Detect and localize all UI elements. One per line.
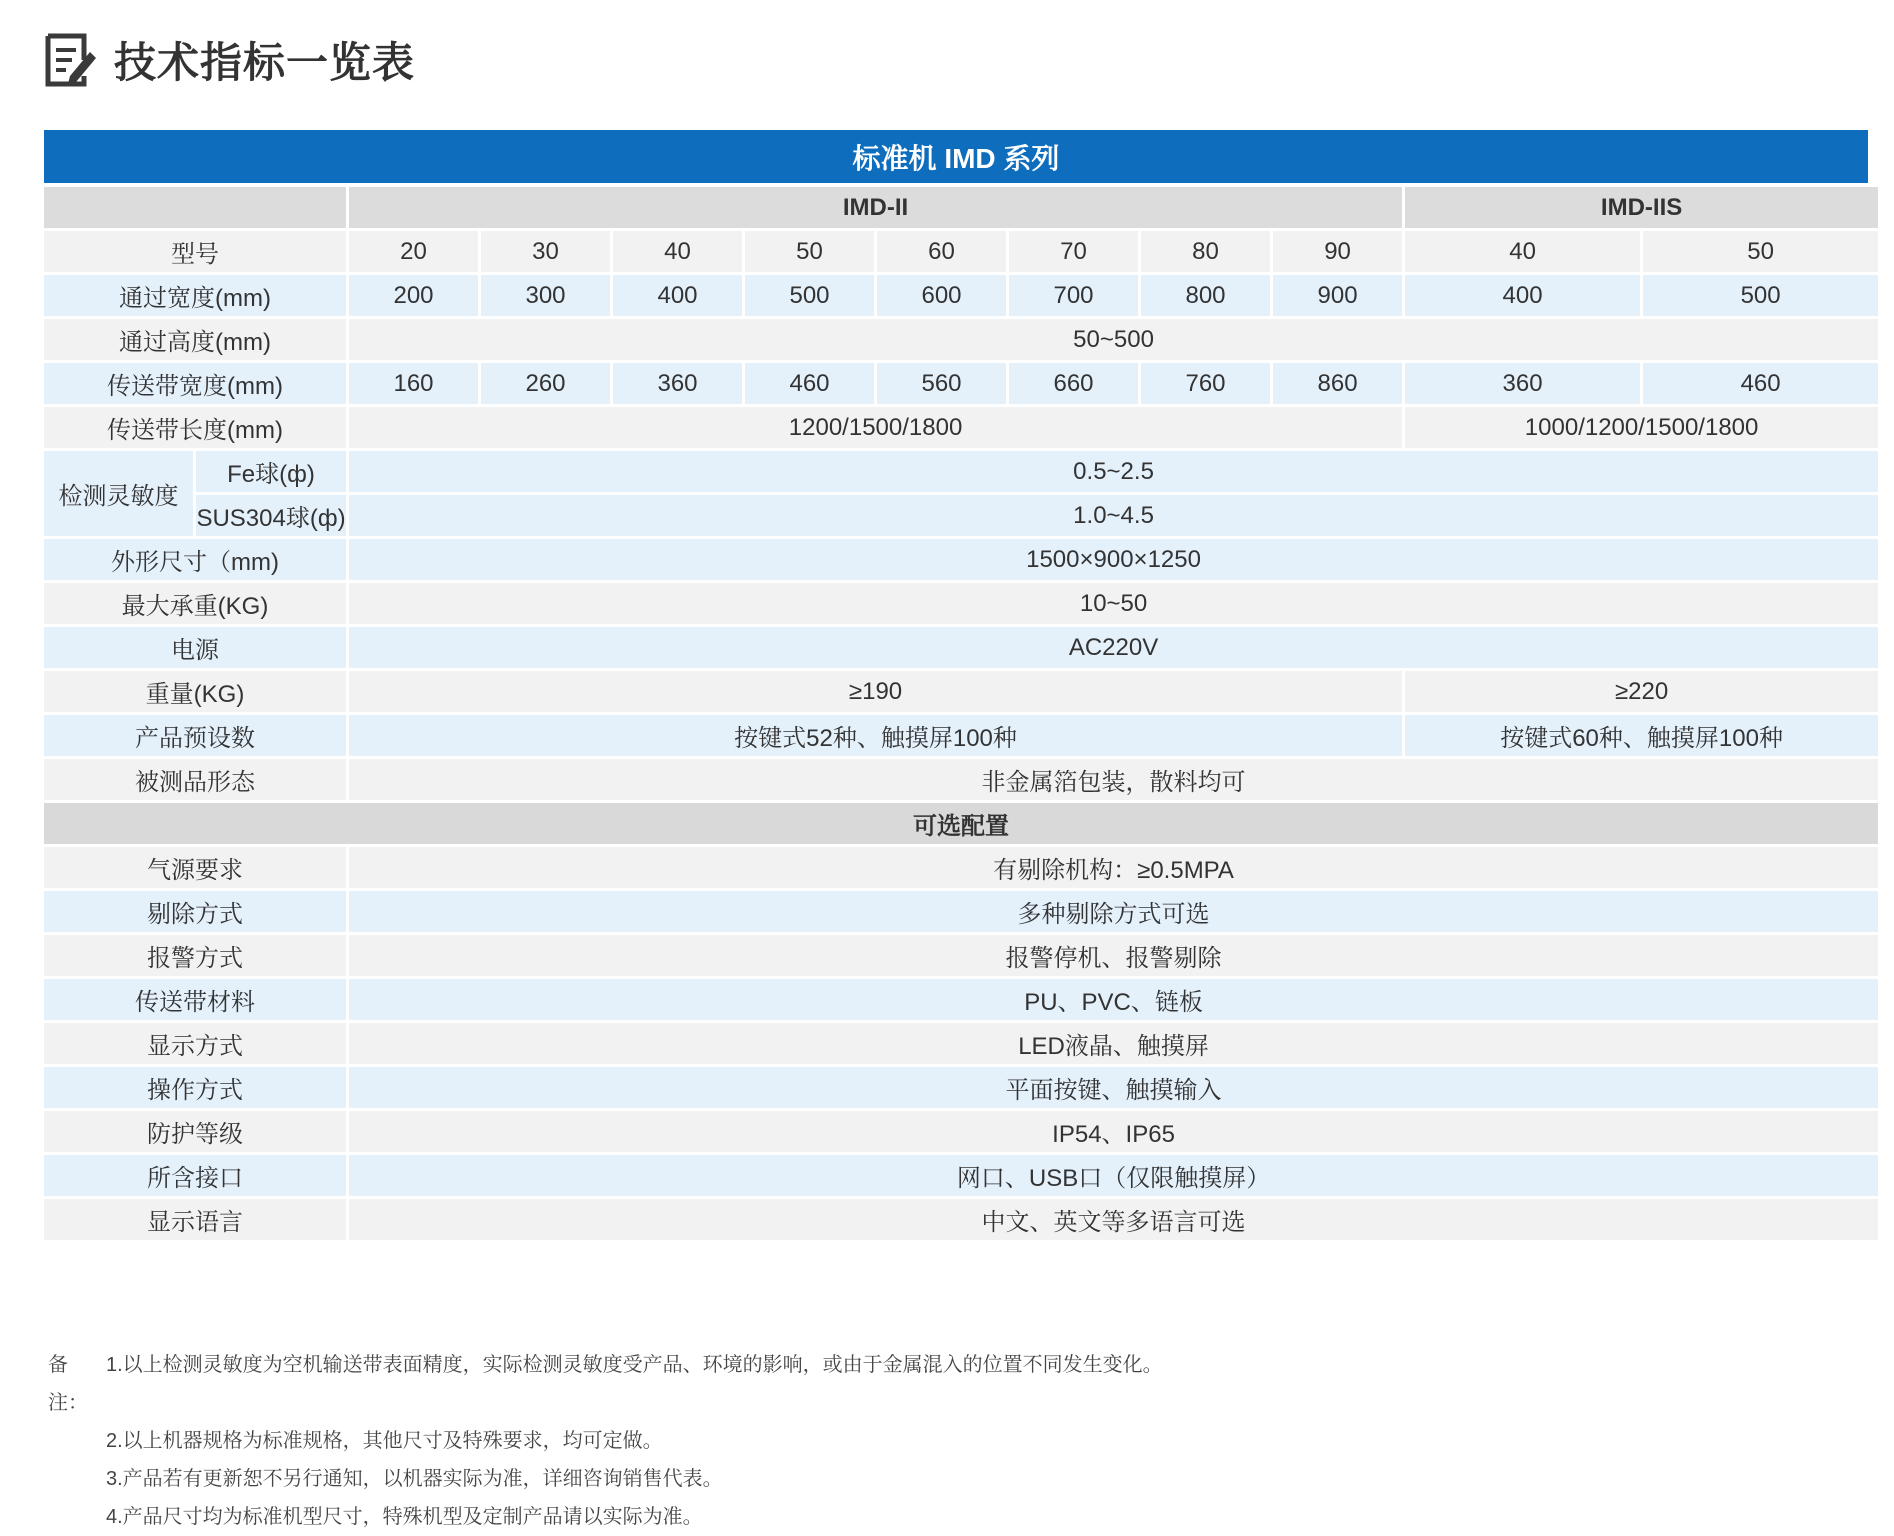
table-cell: 260 xyxy=(481,363,610,404)
table-cell: 多种剔除方式可选 xyxy=(349,891,1878,932)
table-cell: 200 xyxy=(349,275,478,316)
table-cell: 1200/1500/1800 xyxy=(349,407,1402,448)
table-cell: 40 xyxy=(1405,231,1640,272)
note-indent xyxy=(48,1498,106,1536)
table-cell: 460 xyxy=(1643,363,1878,404)
table-cell: LED液晶、触摸屏 xyxy=(349,1023,1878,1064)
table-cell: 平面按键、触摸输入 xyxy=(349,1067,1878,1108)
table-row-max-load xyxy=(44,583,1878,624)
table-cell: 360 xyxy=(1405,363,1640,404)
table-cell: 500 xyxy=(745,275,874,316)
table-cell: 760 xyxy=(1141,363,1270,404)
note-line xyxy=(48,1422,1868,1460)
group-imd-ii: IMD-II xyxy=(349,187,1402,228)
table-cell: 80 xyxy=(1141,231,1270,272)
note-text: 1.以上检测灵敏度为空机输送带表面精度，实际检测灵敏度受产品、环境的影响，或由于金属混入的位置不同发生变化。 xyxy=(106,1354,1163,1376)
table-row-power xyxy=(44,627,1878,668)
row-label: 电源 xyxy=(44,627,346,668)
table-cell: 660 xyxy=(1009,363,1138,404)
table-cell: 20 xyxy=(349,231,478,272)
notes-prefix: 备注： xyxy=(48,1354,88,1414)
table-cell: PU、PVC、链板 xyxy=(349,979,1878,1020)
table-cell: 460 xyxy=(745,363,874,404)
table-cell: 600 xyxy=(877,275,1006,316)
table-row-pass-width xyxy=(44,275,1878,316)
row-label: 传送带材料 xyxy=(44,979,346,1020)
table-cell: 700 xyxy=(1009,275,1138,316)
note-text: 4.产品尺寸均为标准机型尺寸，特殊机型及定制产品请以实际为准。 xyxy=(106,1506,703,1528)
table-cell: 160 xyxy=(349,363,478,404)
table-row-optional xyxy=(44,979,1878,1020)
row-label: 产品预设数 xyxy=(44,715,346,756)
table-cell: 按键式60种、触摸屏100种 xyxy=(1405,715,1878,756)
row-label: 显示语言 xyxy=(44,1199,346,1240)
note-indent xyxy=(48,1422,106,1460)
table-cell: IP54、IP65 xyxy=(349,1111,1878,1152)
group-header-row xyxy=(44,187,1878,228)
table-cell: 90 xyxy=(1273,231,1402,272)
table-row-model xyxy=(44,231,1878,272)
table-cell: 按键式52种、触摸屏100种 xyxy=(349,715,1402,756)
table-cell: AC220V xyxy=(349,627,1878,668)
table-cell: 400 xyxy=(1405,275,1640,316)
row-label: 通过高度(mm) xyxy=(44,319,346,360)
table-cell: 360 xyxy=(613,363,742,404)
row-label: 外形尺寸（mm) xyxy=(44,539,346,580)
table-row-weight xyxy=(44,671,1878,712)
table-row-optional xyxy=(44,1023,1878,1064)
table-row-presets xyxy=(44,715,1878,756)
row-label: 传送带长度(mm) xyxy=(44,407,346,448)
notes-section xyxy=(48,1346,1868,1536)
table-cell: 50 xyxy=(1643,231,1878,272)
page-title: 技术指标一览表 xyxy=(114,39,416,86)
table-cell: 1500×900×1250 xyxy=(349,539,1878,580)
table-cell: 860 xyxy=(1273,363,1402,404)
table-row-optional xyxy=(44,935,1878,976)
document-edit-icon xyxy=(40,30,100,90)
table-row-optional xyxy=(44,847,1878,888)
table-cell: 50 xyxy=(745,231,874,272)
row-label: 剔除方式 xyxy=(44,891,346,932)
section-title: 可选配置 xyxy=(44,803,1878,844)
table-row-product-form xyxy=(44,759,1878,800)
table-cell: 30 xyxy=(481,231,610,272)
note-text: 2.以上机器规格为标准规格，其他尺寸及特殊要求，均可定做。 xyxy=(106,1430,663,1452)
table-row-optional xyxy=(44,891,1878,932)
table-cell: 10~50 xyxy=(349,583,1878,624)
table-row-optional xyxy=(44,1111,1878,1152)
row-label: 通过宽度(mm) xyxy=(44,275,346,316)
table-cell: 有剔除机构：≥0.5MPA xyxy=(349,847,1878,888)
group-header-blank xyxy=(44,187,346,228)
table-cell: 1000/1200/1500/1800 xyxy=(1405,407,1878,448)
note-line xyxy=(48,1460,1868,1498)
series-banner: 标准机 IMD 系列 xyxy=(44,130,1868,183)
row-label: 显示方式 xyxy=(44,1023,346,1064)
table-cell: ≥190 xyxy=(349,671,1402,712)
table-cell: 非金属箔包装，散料均可 xyxy=(349,759,1878,800)
row-sublabel-fe: Fe球(ф) xyxy=(196,451,346,492)
row-label: 气源要求 xyxy=(44,847,346,888)
table-row-pass-height xyxy=(44,319,1878,360)
table-cell: 50~500 xyxy=(349,319,1878,360)
table-cell: 40 xyxy=(613,231,742,272)
table-row-optional xyxy=(44,1199,1878,1240)
row-label: 报警方式 xyxy=(44,935,346,976)
group-imd-iis: IMD-IIS xyxy=(1405,187,1878,228)
row-sublabel-sus: SUS304球(ф) xyxy=(196,495,346,536)
optional-section-header xyxy=(44,803,1878,844)
table-cell: 网口、USB口（仅限触摸屏） xyxy=(349,1155,1878,1196)
table-row-sensitivity-sus xyxy=(44,495,1878,536)
spec-table xyxy=(41,184,1881,1243)
table-cell: 900 xyxy=(1273,275,1402,316)
table-cell: 400 xyxy=(613,275,742,316)
row-label: 所含接口 xyxy=(44,1155,346,1196)
table-cell: 300 xyxy=(481,275,610,316)
row-label: 重量(KG) xyxy=(44,671,346,712)
row-label-sensitivity: 检测灵敏度 xyxy=(44,451,193,536)
table-cell: 60 xyxy=(877,231,1006,272)
note-line xyxy=(48,1498,1868,1536)
row-label: 防护等级 xyxy=(44,1111,346,1152)
table-row-belt-length xyxy=(44,407,1878,448)
table-cell: 1.0~4.5 xyxy=(349,495,1878,536)
row-label: 最大承重(KG) xyxy=(44,583,346,624)
note-line xyxy=(48,1346,1868,1422)
row-label: 被测品形态 xyxy=(44,759,346,800)
table-row-belt-width xyxy=(44,363,1878,404)
row-label: 型号 xyxy=(44,231,346,272)
table-cell: 800 xyxy=(1141,275,1270,316)
table-cell: 中文、英文等多语言可选 xyxy=(349,1199,1878,1240)
table-row-dimensions xyxy=(44,539,1878,580)
note-text: 3.产品若有更新恕不另行通知，以机器实际为准，详细咨询销售代表。 xyxy=(106,1468,723,1490)
table-row-optional xyxy=(44,1067,1878,1108)
table-row-optional xyxy=(44,1155,1878,1196)
row-label: 传送带宽度(mm) xyxy=(44,363,346,404)
table-cell: 70 xyxy=(1009,231,1138,272)
page-header xyxy=(40,28,415,92)
table-row-sensitivity-fe xyxy=(44,451,1878,492)
table-cell: 0.5~2.5 xyxy=(349,451,1878,492)
table-cell: 500 xyxy=(1643,275,1878,316)
table-cell: 560 xyxy=(877,363,1006,404)
note-indent xyxy=(48,1460,106,1498)
table-cell: ≥220 xyxy=(1405,671,1878,712)
table-cell: 报警停机、报警剔除 xyxy=(349,935,1878,976)
row-label: 操作方式 xyxy=(44,1067,346,1108)
